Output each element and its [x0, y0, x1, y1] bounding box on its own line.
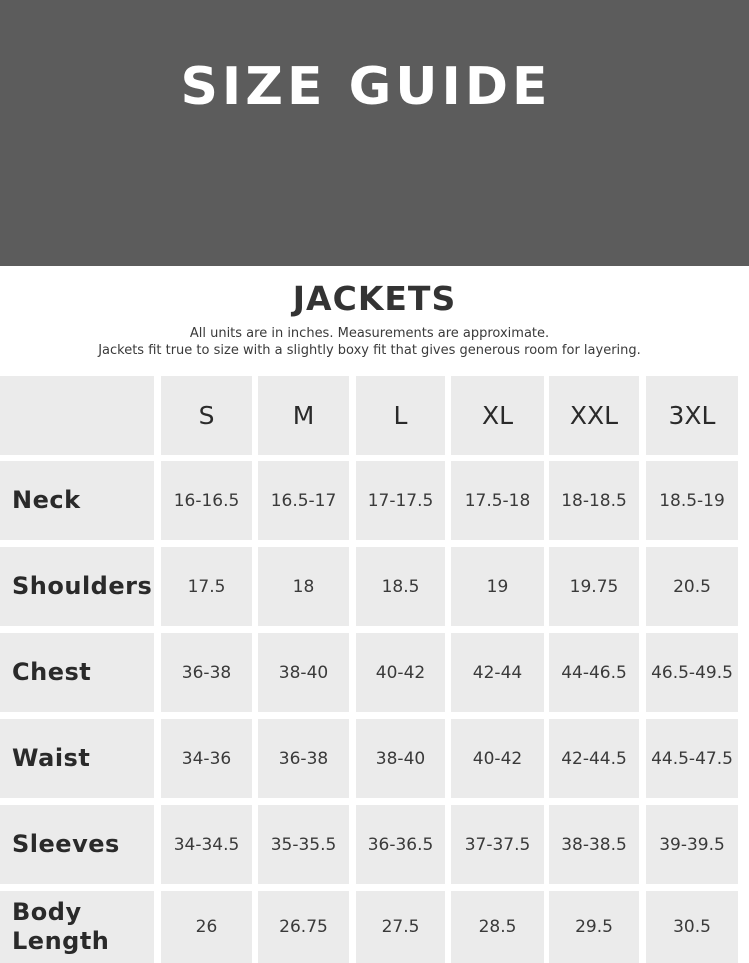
size-header-m: M [258, 376, 349, 455]
cell-body-length-l: 27.5 [356, 891, 445, 963]
cell-waist-xxl: 42-44.5 [549, 719, 639, 798]
cell-shoulders-xl: 19 [451, 547, 544, 626]
cell-waist-s: 34-36 [161, 719, 252, 798]
cell-shoulders-s: 17.5 [161, 547, 252, 626]
cell-waist-l: 38-40 [356, 719, 445, 798]
cell-neck-m: 16.5-17 [258, 461, 349, 540]
cell-neck-3xl: 18.5-19 [646, 461, 738, 540]
cell-neck-l: 17-17.5 [356, 461, 445, 540]
cell-neck-xxl: 18-18.5 [549, 461, 639, 540]
cell-chest-m: 38-40 [258, 633, 349, 712]
cell-sleeves-xxl: 38-38.5 [549, 805, 639, 884]
size-header-xxl: XXL [549, 376, 639, 455]
cell-chest-xxl: 44-46.5 [549, 633, 639, 712]
cell-shoulders-3xl: 20.5 [646, 547, 738, 626]
cell-body-length-s: 26 [161, 891, 252, 963]
cell-neck-s: 16-16.5 [161, 461, 252, 540]
row-label-body-length: Body Length [0, 891, 154, 963]
cell-sleeves-l: 36-36.5 [356, 805, 445, 884]
cell-chest-xl: 42-44 [451, 633, 544, 712]
cell-shoulders-xxl: 19.75 [549, 547, 639, 626]
cell-shoulders-l: 18.5 [356, 547, 445, 626]
table-corner [0, 376, 154, 455]
cell-waist-3xl: 44.5-47.5 [646, 719, 738, 798]
size-guide-banner [0, 0, 749, 266]
cell-sleeves-3xl: 39-39.5 [646, 805, 738, 884]
cell-sleeves-xl: 37-37.5 [451, 805, 544, 884]
cell-chest-l: 40-42 [356, 633, 445, 712]
row-label-chest: Chest [0, 633, 154, 712]
cell-body-length-xl: 28.5 [451, 891, 544, 963]
cell-waist-m: 36-38 [258, 719, 349, 798]
cell-waist-xl: 40-42 [451, 719, 544, 798]
cell-sleeves-s: 34-34.5 [161, 805, 252, 884]
cell-neck-xl: 17.5-18 [451, 461, 544, 540]
row-label-sleeves: Sleeves [0, 805, 154, 884]
size-header-l: L [356, 376, 445, 455]
units-note: All units are in inches. Measurements are approximate. [189, 326, 550, 341]
cell-sleeves-m: 35-35.5 [258, 805, 349, 884]
cell-body-length-3xl: 30.5 [646, 891, 738, 963]
fit-note: Jackets fit true to size with a slightly boxy fit that gives generous room for layering. [98, 343, 641, 358]
cell-body-length-xxl: 29.5 [549, 891, 639, 963]
cell-body-length-m: 26.75 [258, 891, 349, 963]
section-heading: JACKETS [292, 279, 457, 318]
cell-shoulders-m: 18 [258, 547, 349, 626]
banner-title: SIZE GUIDE [180, 57, 552, 117]
size-header-3xl: 3XL [646, 376, 738, 455]
row-label-waist: Waist [0, 719, 154, 798]
row-label-neck: Neck [0, 461, 154, 540]
size-header-s: S [161, 376, 252, 455]
cell-chest-s: 36-38 [161, 633, 252, 712]
size-header-xl: XL [451, 376, 544, 455]
row-label-shoulders: Shoulders [0, 547, 154, 626]
cell-chest-3xl: 46.5-49.5 [646, 633, 738, 712]
